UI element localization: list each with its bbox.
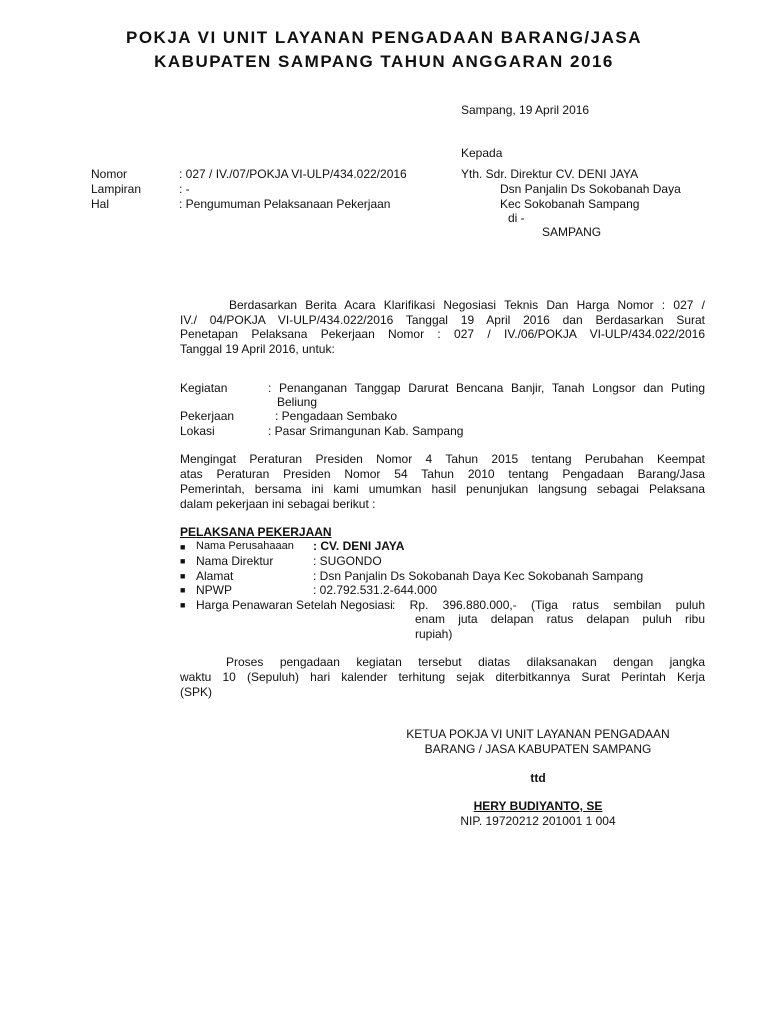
recipient-line-1: Yth. Sdr. Direktur CV. DENI JAYA [461,167,639,181]
bullet-icon: ■ [180,585,186,595]
paragraph-1-line-4: Tanggal 19 April 2016, untuk: [180,342,335,356]
recipient-kepada: Kepada [461,146,503,160]
pelaksana-value: : Rp. 396.880.000,- (Tiga ratus sembilan puluh [392,598,705,612]
paragraph-2-line-4: dalam pekerjaan ini sebagai berikut : [180,497,376,511]
pelaksana-label: NPWP [196,583,232,597]
signature-title-line-1: KETUA POKJA VI UNIT LAYANAN PENGADAAN [406,727,670,741]
pekerjaan-value: : Pengadaan Sembako [275,409,398,423]
paragraph-1-line-3: Penetapan Pelaksana Pekerjaan Nomor : 027 / IV./06/POKJA VI-ULP/434.022/2016 [180,327,705,341]
closing-line-3: (SPK) [180,685,213,699]
signature-nip: NIP. 19720212 201001 1 004 [460,814,616,828]
harga-line-3: rupiah) [415,627,453,641]
pelaksana-value: : CV. DENI JAYA [313,539,405,553]
bullet-icon: ■ [180,600,186,610]
letter-date: Sampang, 19 April 2016 [461,103,590,117]
pelaksana-label: Nama Direktur [196,554,274,568]
closing-line-1: Proses pengadaan kegiatan tersebut diatas dilaksanakan dengan jangka [226,655,705,669]
closing-line-2: waktu 10 (Sepuluh) hari kalender terhitung sejak diterbitkannya Surat Perintah Kerja [180,670,705,684]
paragraph-2-line-2: atas Peraturan Presiden Nomor 54 Tahun 2010 tentang Pengadaan Barang/Jasa [180,467,705,481]
kegiatan-value-line-2: Beliung [277,395,318,409]
signature-name: HERY BUDIYANTO, SE [473,799,603,813]
pekerjaan-label: Pekerjaan [180,409,235,423]
hal-value: : Pengumuman Pelaksanaan Pekerjaan [179,197,391,211]
pelaksana-heading: PELAKSANA PEKERJAAN [180,525,332,539]
bullet-icon: ■ [180,556,186,566]
harga-line-2: enam juta delapan ratus delapan puluh ribu [415,612,705,626]
paragraph-2-line-1: Mengingat Peraturan Presiden Nomor 4 Tahun 2015 tentang Perubahan Keempat [180,452,705,466]
lampiran-label: Lampiran [91,182,142,196]
paragraph-2-line-3: Pemerintah, bersama ini kami umumkan hasil penunjukan langsung sebagai Pelaksana [180,482,705,496]
paragraph-1-line-2: IV./ 04/POKJA VI-ULP/434.022/2016 Tanggal 19 April 2016 dan Berdasarkan Surat [180,313,705,327]
hal-label: Hal [91,197,110,211]
bullet-icon: ■ [180,542,186,552]
pelaksana-value: : 02.792.531.2-644.000 [313,583,438,597]
signature-title-line-2: BARANG / JASA KABUPATEN SAMPANG [424,742,652,756]
pelaksana-label: Harga Penawaran Setelah Negosiasi [196,598,393,612]
lampiran-value: : - [179,182,190,196]
bullet-icon: ■ [180,571,186,581]
header-line-1: POKJA VI UNIT LAYANAN PENGADAAN BARANG/JASA [125,28,642,47]
paragraph-1-line-1: Berdasarkan Berita Acara Klarifikasi Negosiasi Teknis Dan Harga Nomor : 027 / [229,298,705,312]
nomor-value: : 027 / IV./07/POKJA VI-ULP/434.022/2016 [179,167,407,181]
recipient-line-3: Kec Sokobanah Sampang [500,197,640,211]
pelaksana-value: : SUGONDO [313,554,382,568]
lokasi-label: Lokasi [180,424,215,438]
pelaksana-value: : Dsn Panjalin Ds Sokobanah Daya Kec Sokobanah Sampang [313,569,644,583]
pelaksana-label: Nama Perusahaaan [196,540,294,552]
kegiatan-value-line-1: : Penanganan Tanggap Darurat Bencana Banjir, Tanah Longsor dan Puting [268,381,705,395]
kegiatan-label: Kegiatan [180,381,228,395]
header-line-2: KABUPATEN SAMPANG TAHUN ANGGARAN 2016 [154,52,614,71]
recipient-line-2: Dsn Panjalin Ds Sokobanah Daya [500,182,681,196]
nomor-label: Nomor [91,167,128,181]
recipient-line-5: SAMPANG [542,225,602,239]
recipient-line-4: di - [508,211,525,225]
lokasi-value: : Pasar Srimangunan Kab. Sampang [268,424,464,438]
signature-ttd: ttd [530,771,546,785]
pelaksana-label: Alamat [196,569,234,583]
